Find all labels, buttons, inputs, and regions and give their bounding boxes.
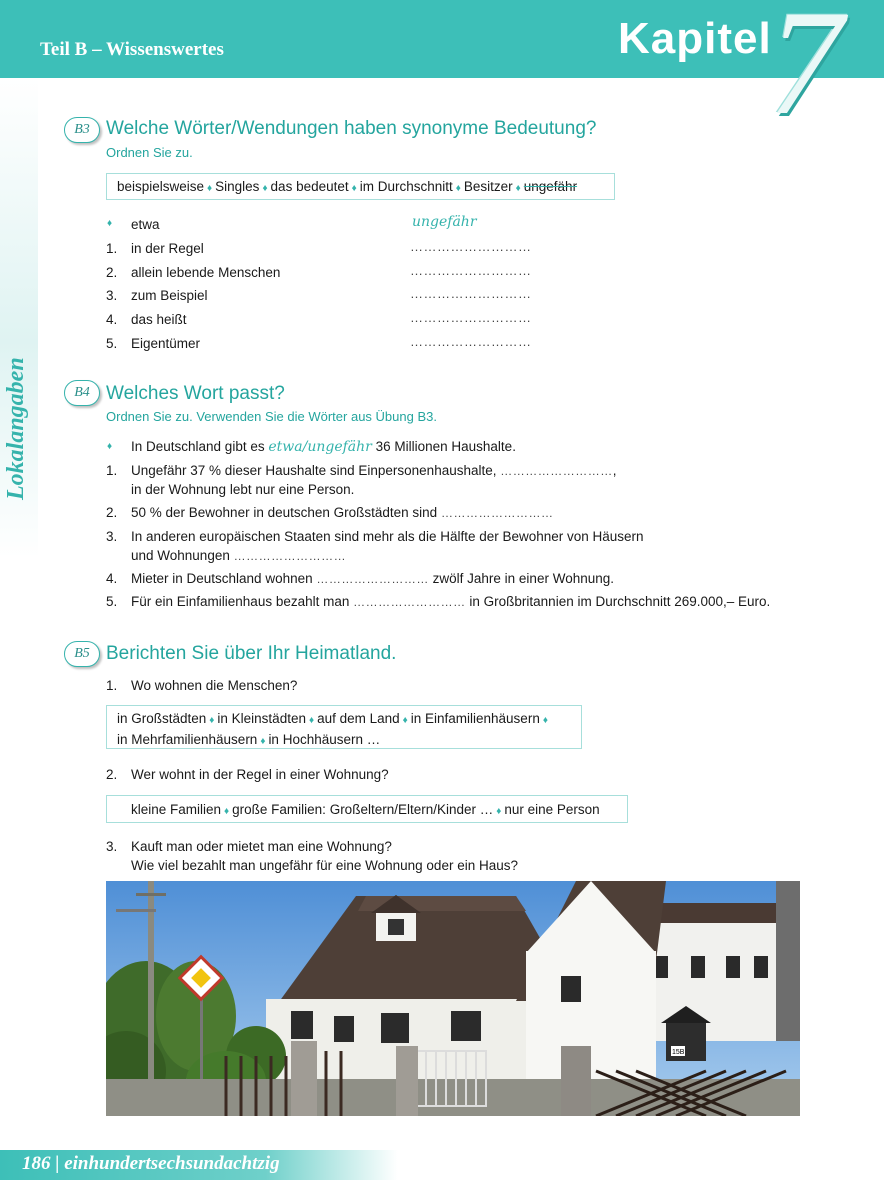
b4-sentence-4 — [131, 569, 614, 589]
b5-question-2: Wer wohnt in der Regel in einer Wohnung? — [131, 767, 389, 782]
b3-example-term: etwa — [131, 217, 160, 232]
word-box-b5-1 — [106, 705, 582, 749]
b5-item-number: 1. — [106, 678, 118, 693]
b3-item-number: 5. — [106, 336, 118, 351]
exercise-badge-b5: B5 — [64, 641, 100, 667]
word-box-b3 — [106, 173, 615, 200]
diamond-icon: ♦ — [308, 715, 315, 726]
b4-example-sentence — [131, 437, 516, 457]
word-box-item: Singles — [215, 179, 260, 194]
b5-question-3-line2: Wie viel bezahlt man ungefähr für eine Wohnung oder ein Haus? — [131, 858, 518, 873]
exercise-badge-b3: B3 — [64, 117, 100, 143]
b5-question-1: Wo wohnen die Menschen? — [131, 678, 298, 693]
chapter-number: 7 — [768, 0, 843, 146]
b4-item-number: 4. — [106, 571, 118, 586]
b4-sentence-text: Für ein Einfamilienhaus bezahlt man — [131, 594, 350, 609]
b4-sentence-5 — [131, 592, 770, 612]
word-box-item: kleine Familien — [131, 802, 222, 817]
section-title: Teil B – Wissenswertes — [40, 39, 224, 60]
b4-example-before: In Deutschland gibt es — [131, 439, 265, 454]
diamond-icon: ♦ — [207, 183, 213, 194]
exercise-subtitle-b3: Ordnen Sie zu. — [106, 145, 193, 160]
house-photo — [106, 881, 800, 1116]
b4-answer-blank[interactable]: ……………………… — [353, 595, 466, 609]
b4-sentence-2 — [131, 503, 553, 523]
chapter-label: Kapitel — [618, 14, 772, 63]
separator-bar: | — [55, 1153, 60, 1174]
b5-item-number: 3. — [106, 839, 118, 854]
b4-sentence-1 — [131, 461, 617, 481]
b4-item-number: 1. — [106, 463, 118, 478]
b4-answer-blank[interactable]: ……………………… — [500, 464, 613, 478]
exercise-title-b5: Berichten Sie über Ihr Heimatland. — [106, 643, 397, 664]
b4-answer-blank[interactable]: ……………………… — [233, 549, 347, 563]
b4-sentence-3: In anderen europäischen Staaten sind mehr als die Hälfte der Bewohner von Häusern — [131, 529, 644, 544]
diamond-icon: ♦ — [496, 806, 502, 817]
word-box-item: in Großstädten — [117, 711, 207, 726]
b4-item-number: 2. — [106, 505, 118, 520]
b3-item-number: 1. — [106, 241, 118, 256]
b5-item-number: 2. — [106, 767, 118, 782]
word-box-item: beispielsweise — [117, 179, 205, 194]
diamond-icon: ♦ — [224, 806, 230, 817]
b3-answer-blank[interactable]: ……………………… — [410, 334, 532, 349]
house-photo-illustration — [106, 881, 800, 1116]
b3-item-term: zum Beispiel — [131, 288, 208, 303]
word-box-item: das bedeutet — [270, 179, 349, 194]
b4-sentence-3-line2 — [131, 546, 346, 566]
b4-sentence-punct: , — [612, 463, 617, 478]
word-box-item: auf dem Land — [317, 711, 400, 726]
b3-answer-blank[interactable]: ……………………… — [410, 263, 532, 278]
b4-sentence-1-line2: in der Wohnung lebt nur eine Person. — [131, 482, 355, 497]
word-box-item: in Einfamilienhäusern — [410, 711, 540, 726]
word-box-item: Besitzer — [463, 179, 513, 194]
word-box-item: in Kleinstädten — [217, 711, 306, 726]
b4-item-number: 5. — [106, 594, 118, 609]
b3-item-term: das heißt — [131, 312, 187, 327]
word-box-item: nur eine Person — [504, 802, 600, 817]
b3-example-answer: ungefähr — [412, 214, 477, 230]
page-number-words: einhundertsechsundachtzig — [64, 1153, 280, 1174]
diamond-icon: ♦ — [455, 183, 461, 194]
b3-answer-blank[interactable]: ……………………… — [410, 310, 532, 325]
diamond-icon: ♦ — [262, 183, 268, 194]
exercise-title-b4: Welches Wort passt? — [106, 383, 285, 404]
diamond-icon: ♦ — [351, 183, 357, 194]
b4-sentence-text: Ungefähr 37 % dieser Haushalte sind Einpersonenhaushalte, — [131, 463, 497, 478]
b4-sentence-text: und Wohnungen — [131, 548, 230, 563]
diamond-icon: ♦ — [402, 715, 408, 726]
exercise-badge-b4: B4 — [64, 380, 100, 406]
exercise-title-b3: Welche Wörter/Wendungen haben synonyme Bedeutung? — [106, 118, 597, 139]
b4-sentence-text: Mieter in Deutschland wohnen — [131, 571, 313, 586]
page-number-digits: 186 — [22, 1153, 51, 1174]
b4-sentence-text: zwölf Jahre in einer Wohnung. — [432, 571, 614, 586]
b3-item-term: Eigentümer — [131, 336, 201, 351]
b4-sentence-text: 50 % der Bewohner in deutschen Großstädten sind — [131, 505, 438, 520]
b3-item-number: 3. — [106, 288, 118, 303]
diamond-icon: ♦ — [260, 736, 266, 747]
b4-example-after: 36 Millionen Haushalte. — [375, 439, 516, 454]
example-diamond-icon: ♦ — [107, 218, 113, 229]
b4-example-answer: etwa/ungefähr — [268, 439, 372, 455]
word-box-item: in Mehrfamilienhäusern — [117, 732, 258, 747]
word-box-item: große Familien: Großeltern/Eltern/Kinder … — [232, 802, 494, 817]
b4-item-number: 3. — [106, 529, 118, 544]
page-number — [22, 1153, 280, 1175]
word-box-b5-2 — [106, 795, 628, 823]
b3-item-term: in der Regel — [131, 241, 204, 256]
b3-item-term: allein lebende Menschen — [131, 265, 281, 280]
b3-item-number: 4. — [106, 312, 118, 327]
b5-question-3: Kauft man oder mietet man eine Wohnung? — [131, 839, 392, 854]
b4-sentence-text: in Großbritannien im Durchschnitt 269.000,– Euro. — [469, 594, 771, 609]
b3-answer-blank[interactable]: ……………………… — [410, 286, 532, 301]
exercise-subtitle-b4: Ordnen Sie zu. Verwenden Sie die Wörter aus Übung B3. — [106, 409, 437, 424]
b3-answer-blank[interactable]: ……………………… — [410, 239, 532, 254]
word-box-item: im Durchschnitt — [359, 179, 453, 194]
b3-item-number: 2. — [106, 265, 118, 280]
word-box-item: ungefähr — [523, 179, 578, 194]
diamond-icon: ♦ — [542, 715, 548, 726]
b4-answer-blank[interactable]: ……………………… — [316, 572, 429, 586]
side-label: Lokalangaben — [3, 357, 29, 500]
b4-answer-blank[interactable]: ……………………… — [440, 506, 554, 520]
word-box-item: in Hochhäusern … — [268, 732, 381, 747]
example-diamond-icon: ♦ — [107, 441, 113, 452]
house-number-sign: 15B — [672, 1049, 685, 1056]
diamond-icon: ♦ — [515, 183, 521, 194]
diamond-icon: ♦ — [209, 715, 215, 726]
